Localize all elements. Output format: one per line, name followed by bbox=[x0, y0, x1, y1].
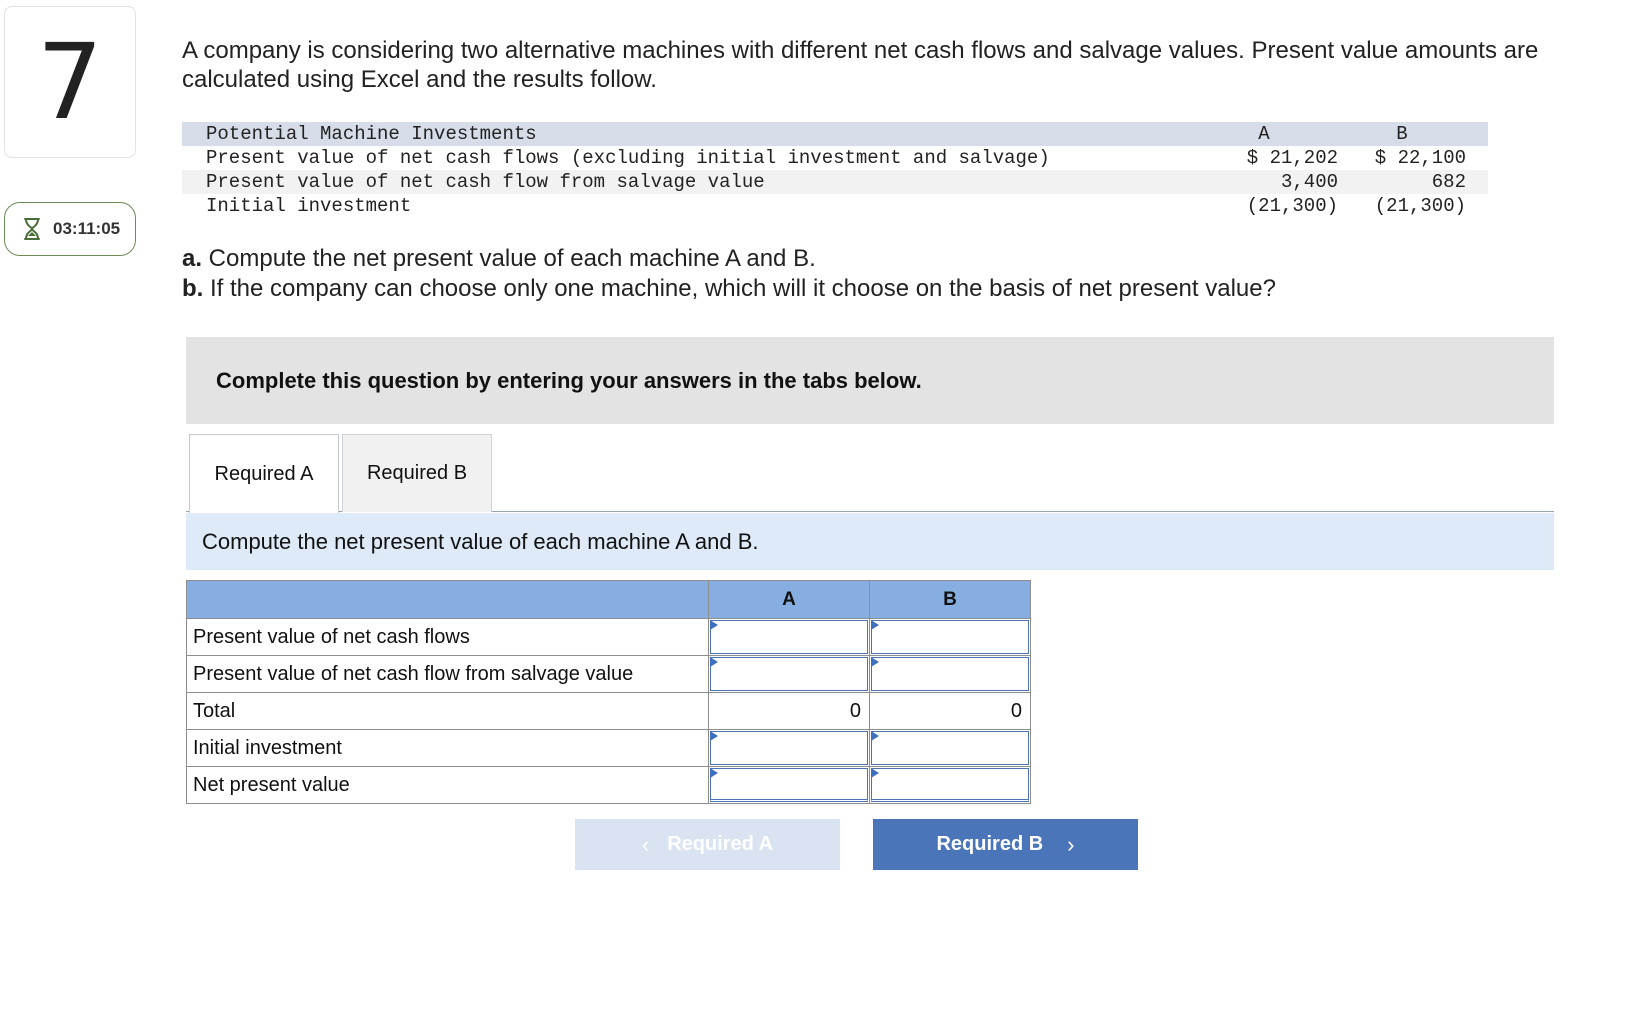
cell-b bbox=[870, 656, 1031, 693]
input-marker-icon bbox=[710, 620, 718, 630]
pv-net-cash-flows-a-input[interactable] bbox=[710, 620, 868, 654]
row-label: Present value of net cash flows bbox=[187, 619, 709, 656]
given-row-b: (21,300) bbox=[1374, 195, 1466, 217]
given-row-label: Initial investment bbox=[206, 195, 412, 217]
tab-instruction: Compute the net present value of each machine A and B. bbox=[186, 513, 1554, 570]
cell-b bbox=[870, 619, 1031, 656]
tab-required-b[interactable]: Required B bbox=[342, 434, 492, 512]
row-label: Initial investment bbox=[187, 730, 709, 767]
input-marker-icon bbox=[871, 731, 879, 741]
row-label: Net present value bbox=[187, 767, 709, 804]
table-row bbox=[187, 619, 1031, 656]
question-number-box bbox=[4, 6, 136, 158]
given-data-table bbox=[182, 122, 1488, 218]
chevron-right-icon: › bbox=[1067, 831, 1075, 857]
given-row-b: $ 22,100 bbox=[1374, 147, 1466, 169]
total-a-value: 0 bbox=[709, 693, 870, 730]
hourglass-icon bbox=[21, 217, 43, 241]
input-marker-icon bbox=[871, 657, 879, 667]
given-row-a: (21,300) bbox=[1246, 195, 1338, 217]
input-marker-icon bbox=[710, 731, 718, 741]
row-label: Total bbox=[187, 693, 709, 730]
input-marker-icon bbox=[871, 620, 879, 630]
table-row bbox=[187, 656, 1031, 693]
timer-text: 03:11:05 bbox=[53, 219, 121, 238]
given-row-label: Present value of net cash flows (excluding initial investment and salvage) bbox=[206, 147, 1050, 169]
answer-table bbox=[186, 580, 1031, 804]
prev-button-label: Required A bbox=[667, 833, 774, 855]
given-row-b: 682 bbox=[1338, 170, 1488, 194]
tab-bar bbox=[186, 434, 1554, 512]
pv-net-cash-flows-b-input[interactable] bbox=[871, 620, 1029, 654]
row-label: Present value of net cash flow from salvage value bbox=[187, 656, 709, 693]
cell-a bbox=[709, 767, 870, 804]
given-row-label: Present value of net cash flow from salvage value bbox=[182, 170, 1190, 194]
question-stem bbox=[182, 36, 1622, 94]
tab-required-a[interactable]: Required A bbox=[189, 434, 339, 513]
next-required-b-button[interactable] bbox=[873, 819, 1138, 870]
initial-investment-a-input[interactable] bbox=[710, 731, 868, 765]
input-marker-icon bbox=[710, 768, 718, 778]
pv-salvage-a-input[interactable] bbox=[710, 657, 868, 691]
given-row-a: 3,400 bbox=[1190, 170, 1338, 194]
total-b-value: 0 bbox=[870, 693, 1031, 730]
part-b-text: If the company can choose only one machine, which will it choose on the basis of net present value? bbox=[203, 275, 1276, 302]
next-button-label: Required B bbox=[936, 833, 1044, 855]
table-row bbox=[187, 767, 1031, 804]
input-marker-icon bbox=[710, 657, 718, 667]
question-number: 7 bbox=[36, 21, 104, 143]
intro-text: A company is considering two alternative machines with different net cash flows and salvage values. Present value amounts are calculated using Excel and the results follow. bbox=[182, 37, 1539, 93]
given-row-a: $ 21,202 bbox=[1246, 147, 1338, 169]
initial-investment-b-input[interactable] bbox=[871, 731, 1029, 765]
given-row bbox=[182, 146, 1488, 170]
question-parts bbox=[182, 244, 1276, 304]
prev-required-a-button[interactable] bbox=[575, 819, 840, 870]
npv-a-input[interactable] bbox=[710, 768, 868, 802]
part-b-prefix: b. bbox=[182, 275, 204, 302]
npv-b-input[interactable] bbox=[871, 768, 1029, 802]
table-row bbox=[187, 730, 1031, 767]
cell-b bbox=[870, 767, 1031, 804]
given-row bbox=[182, 170, 1488, 194]
part-b bbox=[182, 274, 1276, 304]
part-a bbox=[182, 244, 1276, 274]
given-header-row bbox=[182, 122, 1488, 146]
part-a-text: Compute the net present value of each machine A and B. bbox=[202, 245, 816, 272]
chevron-left-icon: ‹ bbox=[641, 831, 650, 857]
pv-salvage-b-input[interactable] bbox=[871, 657, 1029, 691]
given-header-a: A bbox=[1190, 122, 1338, 146]
cell-b bbox=[870, 730, 1031, 767]
instructions-banner bbox=[186, 337, 1554, 424]
given-header-b: B bbox=[1338, 122, 1488, 146]
cell-a bbox=[709, 730, 870, 767]
cell-a bbox=[709, 619, 870, 656]
answer-header-a: A bbox=[709, 581, 870, 619]
answer-header-row bbox=[187, 581, 1031, 619]
given-row bbox=[182, 194, 1488, 218]
given-header-label: Potential Machine Investments bbox=[182, 122, 1190, 146]
part-a-prefix: a. bbox=[182, 245, 203, 272]
table-row bbox=[187, 693, 1031, 730]
answer-header-b: B bbox=[870, 581, 1031, 619]
input-marker-icon bbox=[871, 768, 879, 778]
cell-a bbox=[709, 656, 870, 693]
answer-header-blank bbox=[187, 581, 709, 619]
banner-text: Complete this question by entering your answers in the tabs below. bbox=[216, 367, 922, 393]
timer[interactable] bbox=[4, 202, 136, 256]
